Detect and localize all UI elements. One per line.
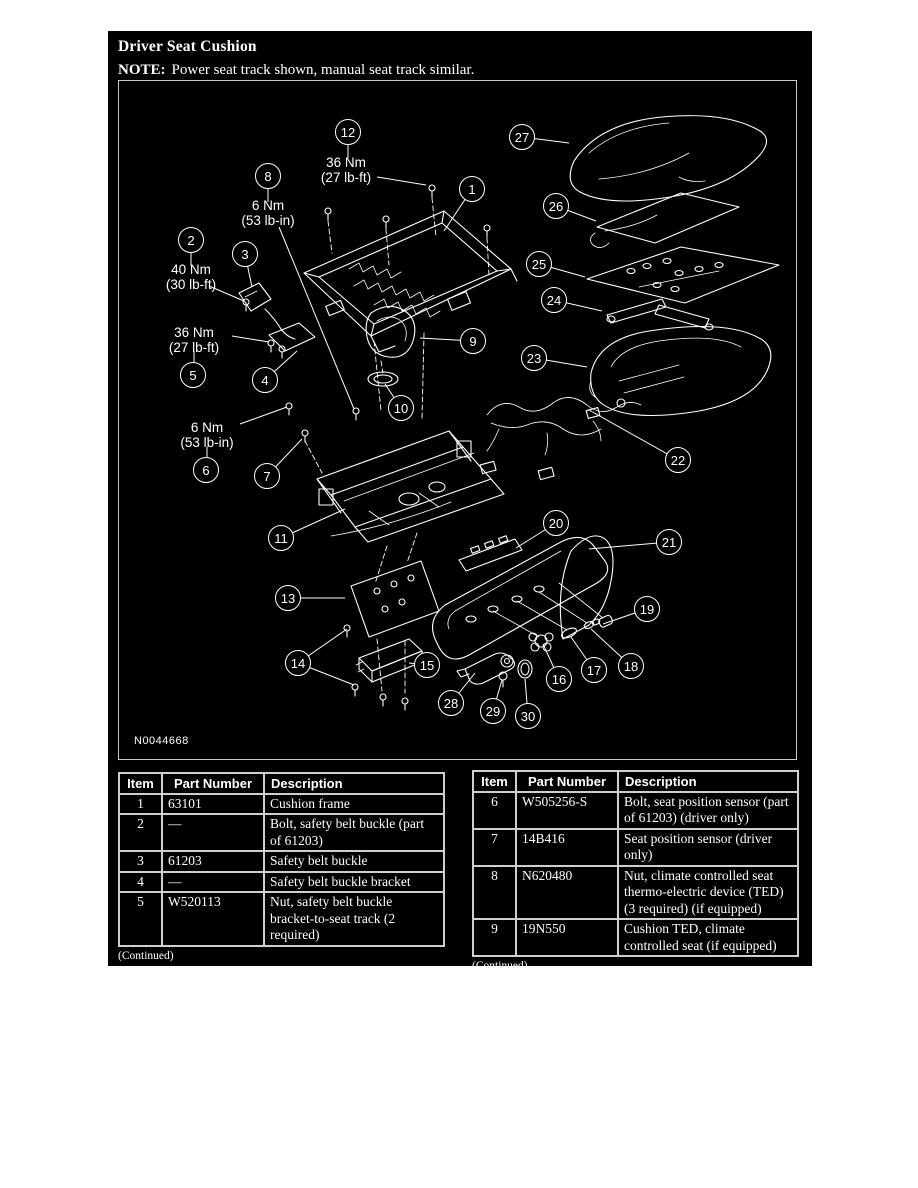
callout-9: 9 xyxy=(460,328,486,354)
cell-item: 2 xyxy=(119,814,162,851)
callout-3: 3 xyxy=(232,241,258,267)
cell-desc: Bolt, seat position sensor (part of 61203) (driver only) xyxy=(618,792,798,829)
cell-desc: Nut, climate controlled seat thermo-electric device (TED) (3 required) (if equipped) xyxy=(618,866,798,919)
document-panel xyxy=(108,31,812,973)
cell-desc: Cushion frame xyxy=(264,794,444,814)
callout-29: 29 xyxy=(480,698,506,724)
callout-18: 18 xyxy=(618,653,644,679)
callout-11: 11 xyxy=(268,525,294,551)
diagram-overlay xyxy=(119,81,796,759)
cell-item: 1 xyxy=(119,794,162,814)
callout-2: 2 xyxy=(178,227,204,253)
cell-part: 19N550 xyxy=(516,919,618,956)
column-header: Item xyxy=(473,771,516,792)
callout-20: 20 xyxy=(543,510,569,536)
parts-table-right xyxy=(472,770,799,957)
callout-22: 22 xyxy=(665,447,691,473)
cell-desc: Safety belt buckle bracket xyxy=(264,872,444,892)
callout-1: 1 xyxy=(459,176,485,202)
page-title: Driver Seat Cushion xyxy=(118,38,257,55)
column-header: Part Number xyxy=(162,773,264,794)
callout-28: 28 xyxy=(438,690,464,716)
column-header: Item xyxy=(119,773,162,794)
callout-12: 12 xyxy=(335,119,361,145)
cell-desc: Cushion TED, climate controlled seat (if equipped) xyxy=(618,919,798,956)
column-header: Description xyxy=(618,771,798,792)
part-row xyxy=(119,794,444,814)
part-row xyxy=(119,814,444,851)
continued-label-right: (Continued) xyxy=(472,960,528,973)
callout-7: 7 xyxy=(254,463,280,489)
torque-label: 6 Nm (53 lb-in) xyxy=(180,420,234,450)
callout-25: 25 xyxy=(526,251,552,277)
callout-24: 24 xyxy=(541,287,567,313)
callout-17: 17 xyxy=(581,657,607,683)
callout-13: 13 xyxy=(275,585,301,611)
parts-table-left-wrap xyxy=(118,772,444,962)
callout-26: 26 xyxy=(543,193,569,219)
figure-id-label: N0044668 xyxy=(134,735,189,747)
cell-part: 14B416 xyxy=(516,829,618,866)
cell-item: 8 xyxy=(473,866,516,919)
column-header: Part Number xyxy=(516,771,618,792)
callout-4: 4 xyxy=(252,367,278,393)
callout-15: 15 xyxy=(414,652,440,678)
part-row xyxy=(119,872,444,892)
cell-item: 5 xyxy=(119,892,162,945)
cell-item: 3 xyxy=(119,851,162,871)
torque-label: 6 Nm (53 lb-in) xyxy=(241,198,295,228)
part-row xyxy=(119,892,444,945)
cell-part: 63101 xyxy=(162,794,264,814)
part-row xyxy=(473,919,798,956)
header-row xyxy=(119,773,444,794)
note-label: NOTE: xyxy=(118,62,166,78)
cell-item: 9 xyxy=(473,919,516,956)
torque-label: 36 Nm (27 lb-ft) xyxy=(168,325,220,355)
column-header: Description xyxy=(264,773,444,794)
torque-label: 36 Nm (27 lb-ft) xyxy=(320,155,372,185)
callout-30: 30 xyxy=(515,703,541,729)
part-row xyxy=(473,792,798,829)
cell-desc: Bolt, safety belt buckle (part of 61203) xyxy=(264,814,444,851)
cell-part: N620480 xyxy=(516,866,618,919)
callout-6: 6 xyxy=(193,457,219,483)
part-row xyxy=(473,829,798,866)
callout-10: 10 xyxy=(388,395,414,421)
cell-part: — xyxy=(162,814,264,851)
parts-table-left xyxy=(118,772,445,947)
cell-desc: Seat position sensor (driver only) xyxy=(618,829,798,866)
continued-label-left: (Continued) xyxy=(118,949,174,962)
note-line xyxy=(118,62,474,79)
callout-21: 21 xyxy=(656,529,682,555)
part-row xyxy=(473,866,798,919)
callout-23: 23 xyxy=(521,345,547,371)
callout-14: 14 xyxy=(285,650,311,676)
exploded-diagram xyxy=(118,80,797,760)
cell-desc: Nut, safety belt buckle bracket-to-seat track (2 required) xyxy=(264,892,444,945)
callout-5: 5 xyxy=(180,362,206,388)
torque-label: 40 Nm (30 lb-ft) xyxy=(165,262,217,292)
callout-16: 16 xyxy=(546,666,572,692)
cell-part: — xyxy=(162,872,264,892)
cell-desc: Safety belt buckle xyxy=(264,851,444,871)
cell-item: 6 xyxy=(473,792,516,829)
parts-table-right-wrap xyxy=(472,770,798,972)
cell-part: W505256-S xyxy=(516,792,618,829)
part-row xyxy=(119,851,444,871)
cell-part: 61203 xyxy=(162,851,264,871)
callout-8: 8 xyxy=(255,163,281,189)
callout-27: 27 xyxy=(509,124,535,150)
cell-item: 4 xyxy=(119,872,162,892)
callout-19: 19 xyxy=(634,596,660,622)
header-row xyxy=(473,771,798,792)
note-text: Power seat track shown, manual seat track similar. xyxy=(171,62,475,78)
cell-item: 7 xyxy=(473,829,516,866)
cell-part: W520113 xyxy=(162,892,264,945)
